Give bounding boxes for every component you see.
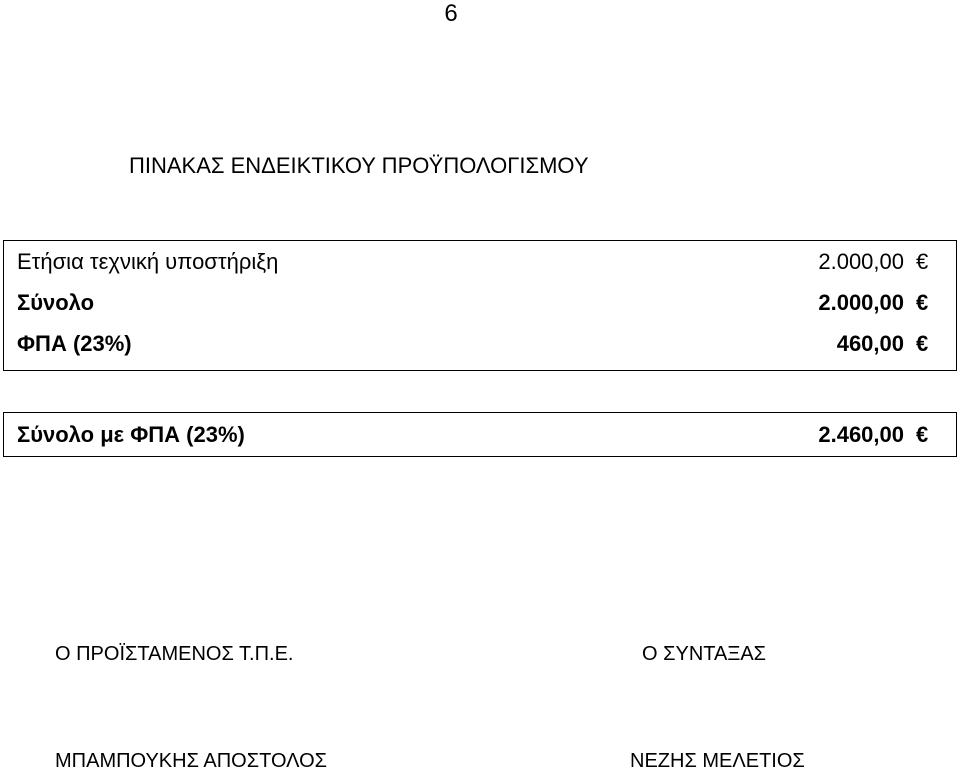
document-title: ΠΙΝΑΚΑΣ ΕΝΔΕΙΚΤΙΚΟΥ ΠΡΟΫΠΟΛΟΓΙΣΜΟΥ: [129, 153, 589, 178]
grand-total-amount: 2.460,00: [818, 422, 904, 447]
budget-row-subtotal: Σύνολο 2.000,00 €: [17, 290, 929, 315]
budget-row-vat: ΦΠΑ (23%) 460,00 €: [17, 331, 929, 356]
signature-left-role: Ο ΠΡΟΪΣΤΑΜΕΝΟΣ Τ.Π.Ε.: [55, 643, 294, 665]
row-amount: 2.000,00: [818, 249, 904, 274]
row-amount: 2.000,00: [818, 290, 904, 315]
row-label: Ετήσια τεχνική υποστήριξη: [17, 249, 279, 274]
row-label: Σύνολο: [17, 290, 95, 315]
signature-right-name: ΝΕΖΗΣ ΜΕΛΕΤΙΟΣ: [630, 750, 805, 772]
row-amount: 460,00: [836, 331, 904, 356]
grand-total-label: Σύνολο με ΦΠΑ (23%): [17, 422, 245, 447]
page-number: 6: [444, 0, 458, 27]
signature-right-role: Ο ΣΥΝΤΑΞΑΣ: [642, 643, 767, 665]
row-label: ΦΠΑ (23%): [17, 331, 132, 356]
grand-total-row: Σύνολο με ΦΠΑ (23%) 2.460,00 €: [17, 422, 929, 447]
signature-left-name: ΜΠΑΜΠΟΥΚΗΣ ΑΠΟΣΤΟΛΟΣ: [55, 750, 328, 772]
grand-total-table: [3, 412, 957, 457]
budget-row-annual-support: Ετήσια τεχνική υποστήριξη 2.000,00 €: [17, 249, 929, 274]
budget-table: [3, 240, 957, 371]
